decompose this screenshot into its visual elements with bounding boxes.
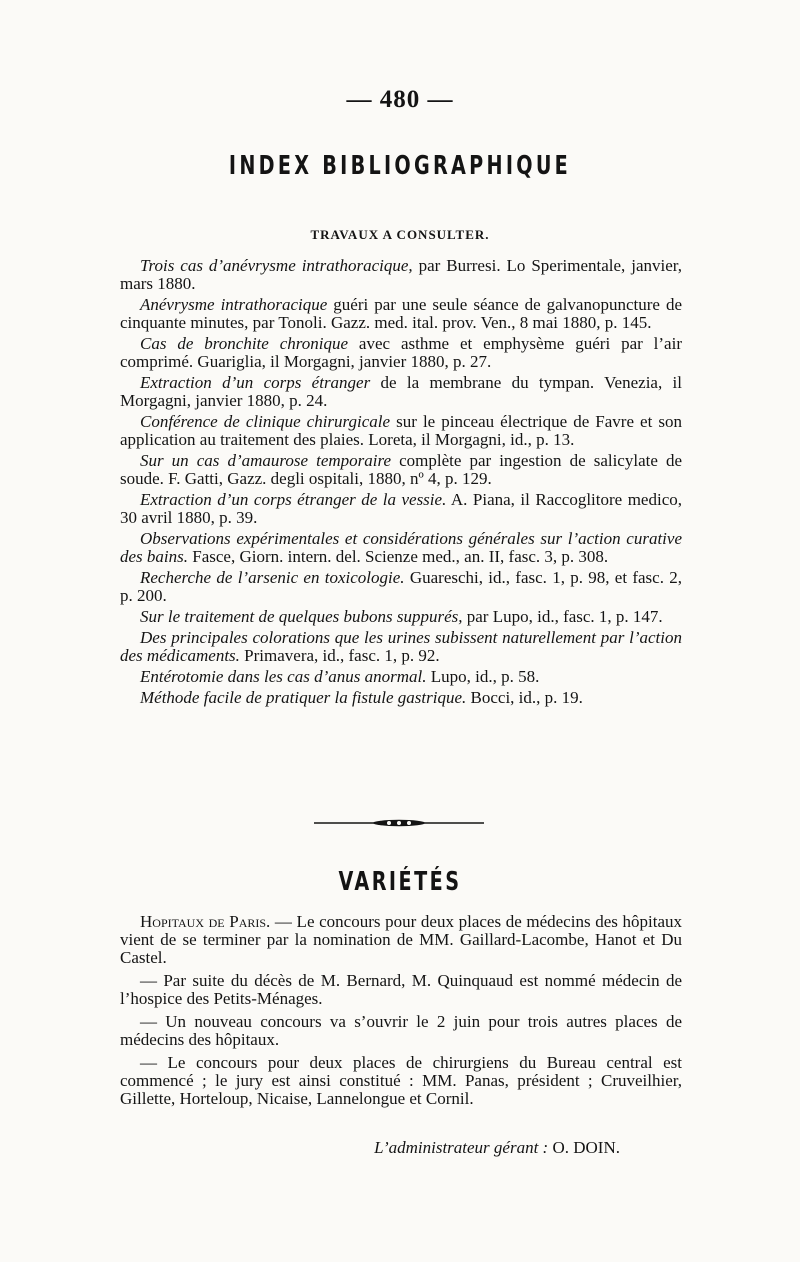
entry-title: Extraction d’un corps étranger [140, 373, 371, 392]
entry-text: A. Piana, il Raccoglitore medico, 30 avril 1880, p. 39. [120, 490, 682, 527]
news-section [120, 913, 682, 1113]
bibliography-entry [120, 689, 682, 707]
bibliography-entry [120, 491, 682, 527]
bibliography-entry [120, 335, 682, 371]
news-paragraph [120, 913, 682, 967]
bibliography-entry [120, 257, 682, 293]
bibliography-entry [120, 629, 682, 665]
entry-text: avec asthme et emphysème guéri par l’air comprimé. Guariglia, il Morgagni, janvier 1880, p. 27. [120, 334, 682, 371]
page-number: — 480 — [346, 86, 454, 113]
entry-text: par Lupo, id., fasc. 1, p. 147. [462, 607, 663, 626]
bibliography-entry [120, 296, 682, 332]
entry-text: de la membrane du tympan. Venezia, il Morgagni, janvier 1880, p. 24. [120, 373, 682, 410]
varietes-heading: VARIÉTÉS [338, 867, 462, 897]
index-heading: INDEX BIBLIOGRAPHIQUE [228, 151, 572, 181]
bibliography-entry [120, 374, 682, 410]
signature-name: O. DOIN. [548, 1138, 620, 1157]
entry-text: Lupo, id., p. 58. [426, 667, 540, 686]
entry-title: Cas de bronchite chronique [140, 334, 349, 353]
entry-text: Bocci, id., p. 19. [466, 688, 583, 707]
entry-title: Extraction d’un corps étranger de la vessie. [140, 490, 447, 509]
entry-title: Des principales colorations que les urines subissent naturellement par l’action des médicaments. [120, 628, 682, 665]
section-heading: TRAVAUX A CONSULTER. [310, 227, 490, 242]
bibliography-entry [120, 413, 682, 449]
news-paragraph: — Un nouveau concours va s’ouvrir le 2 juin pour trois autres places de médecins des hôpitaux. [120, 1012, 682, 1049]
ornamental-divider [314, 818, 484, 828]
bibliography-entry [120, 608, 682, 626]
entry-text: sur le pinceau électrique de Favre et son application au traitement des plaies. Loreta, il Morgagni, id., p. 13. [120, 412, 682, 449]
entry-title: Observations expérimentales et considérations générales sur l’action curative des bains. [120, 529, 682, 566]
bibliography-entry [120, 530, 682, 566]
entry-title: Sur le traitement de quelques bubons suppurés, [140, 607, 463, 626]
entry-title: Trois cas d’anévrysme intrathoracique, [140, 256, 413, 275]
news-lead: Hopitaux de Paris. [140, 912, 271, 931]
entry-title: Entérotomie dans les cas d’anus anormal. [140, 667, 427, 686]
entry-text: Primavera, id., fasc. 1, p. 92. [239, 646, 440, 665]
news-paragraph: — Par suite du décès de M. Bernard, M. Quinquaud est nommé médecin de l’hospice des Petits-Ménages. [120, 971, 682, 1008]
entry-title: Conférence de clinique chirurgicale [140, 412, 391, 431]
entry-text: Guareschi, id., fasc. 1, p. 98, et fasc. 2, p. 200. [120, 568, 683, 605]
entry-title: Méthode facile de pratiquer la fistule gastrique. [140, 688, 467, 707]
entry-text: complète par ingestion de salicylate de soude. F. Gatti, Gazz. degli ospitali, 1880, nº 4, p. 129. [120, 451, 682, 488]
entry-title: Sur un cas d’amaurose temporaire [140, 451, 392, 470]
news-paragraph: — Le concours pour deux places de chirurgiens du Bureau central est commencé ; le jury est ainsi constitué : MM. Panas, président ; Cruveilhier, Gillette, Horteloup, Nicaise, Lannelongue et Cornil. [120, 1053, 682, 1108]
bibliography-list [120, 257, 682, 710]
signature-role: L’administrateur gérant : [374, 1138, 549, 1157]
bibliography-entry [120, 668, 682, 686]
entry-title: Anévrysme intrathoracique [140, 295, 328, 314]
entry-title: Recherche de l’arsenic en toxicologie. [140, 568, 405, 587]
bibliography-entry [120, 569, 682, 605]
entry-text: guéri par une seule séance de galvanopuncture de cinquante minutes, par Tonoli. Gazz. med. ital. prov. Ven., 8 mai 1880, p. 145. [120, 295, 682, 332]
bibliography-entry [120, 452, 682, 488]
entry-text: Fasce, Giorn. intern. del. Scienze med., an. II, fasc. 3, p. 308. [188, 547, 609, 566]
signature [120, 1138, 620, 1158]
entry-text: par Burresi. Lo Sperimentale, janvier, mars 1880. [120, 256, 683, 293]
news-text: — Le concours pour deux places de médecins des hôpitaux vient de se terminer par la nomination de MM. Gaillard-Lacombe, Hanot et Du Castel. [120, 912, 682, 967]
